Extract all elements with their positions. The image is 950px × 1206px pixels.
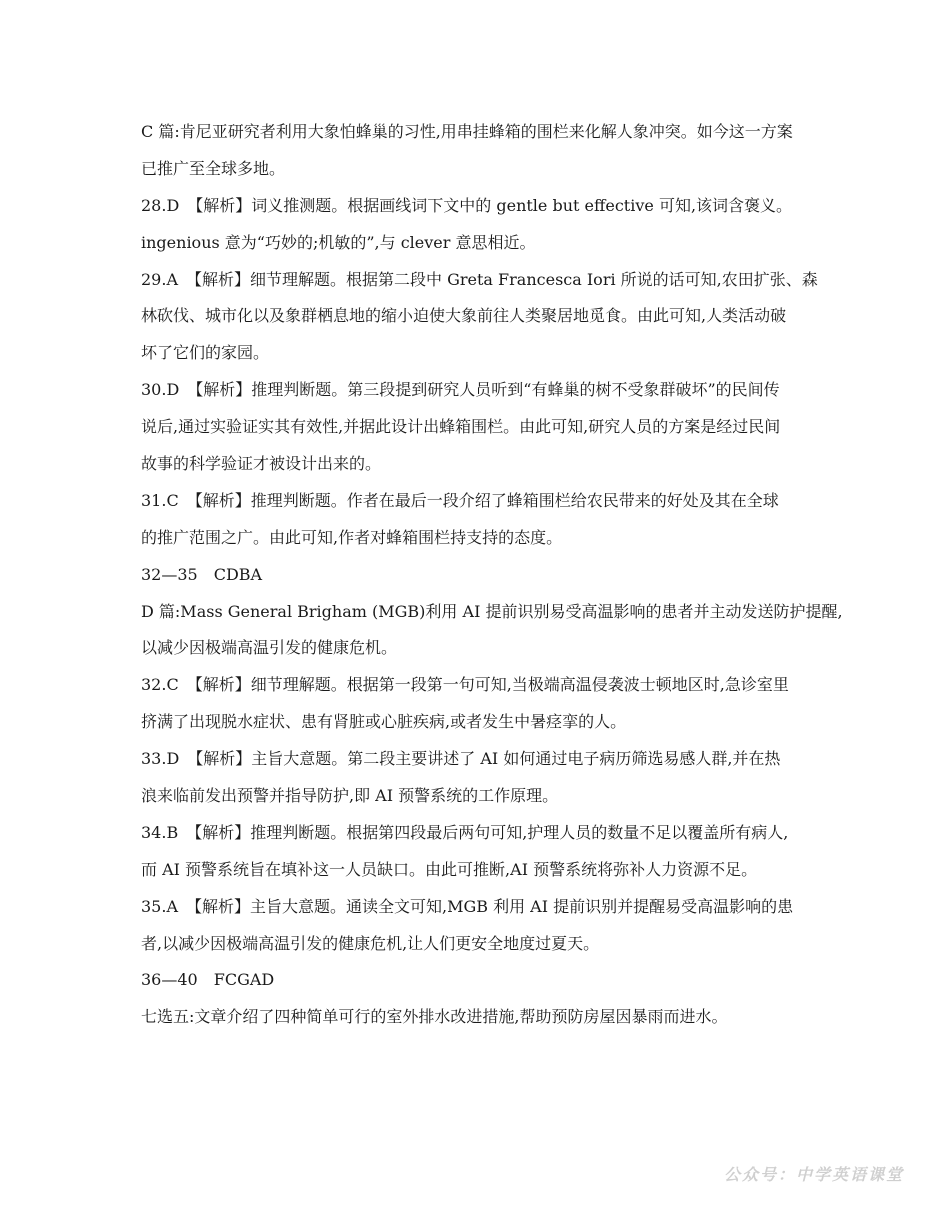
text-line: 的推广范围之广。由此可知,作者对蜂箱围栏持支持的态度。 (141, 527, 563, 547)
watermark: 公众号：中学英语课堂 (723, 1165, 904, 1184)
text-line: 33.D 【解析】主旨大意题。第二段主要讲述了 AI 如何通过电子病历筛选易感人群,并在热 (141, 749, 781, 769)
text-line: 挤满了出现脱水症状、患有肾脏或心脏疾病,或者发生中暑痉挛的人。 (141, 712, 627, 732)
text-line: 30.D 【解析】推理判断题。第三段提到研究人员听到“有蜂巢的树不受象群破坏”的民间传 (141, 380, 780, 400)
text-line: 28.D 【解析】词义推测题。根据画线词下文中的 gentle but effective 可知,该词含褒义。 (141, 195, 793, 215)
text-line: 而 AI 预警系统旨在填补这一人员缺口。由此可推断,AI 预警系统将弥补人力资源不足。 (141, 859, 758, 879)
text-line: 坏了它们的家园。 (141, 343, 270, 363)
text-line: 35.A 【解析】主旨大意题。通读全文可知,MGB 利用 AI 提前识别并提醒易受高温影响的患 (141, 896, 794, 916)
text-line: 者,以减少因极端高温引发的健康危机,让人们更安全地度过夏天。 (141, 933, 600, 953)
text-line: 31.C 【解析】推理判断题。作者在最后一段介绍了蜂箱围栏给农民带来的好处及其在全球 (141, 490, 779, 510)
text-line: D 篇:Mass General Brigham (MGB)利用 AI 提前识别易受高温影响的患者并主动发送防护提醒, (141, 601, 843, 621)
text-line: 浪来临前发出预警并指导防护,即 AI 预警系统的工作原理。 (141, 786, 559, 806)
text-line: C 篇:肯尼亚研究者利用大象怕蜂巢的习性,用串挂蜂箱的围栏来化解人象冲突。如今这一方案 (141, 122, 793, 141)
text-line: 36—40 FCGAD (141, 970, 275, 990)
text-line: ingenious 意为“巧妙的;机敏的”,与 clever 意思相近。 (141, 232, 536, 252)
text-line: 故事的科学验证才被设计出来的。 (141, 454, 382, 474)
text-line: 七选五:文章介绍了四种简单可行的室外排水改进措施,帮助预防房屋因暴雨而进水。 (141, 1007, 728, 1027)
text-line: 32.C 【解析】细节理解题。根据第一段第一句可知,当极端高温侵袭波士顿地区时,急诊室里 (141, 675, 789, 695)
text-line: 已推广至全球多地。 (141, 158, 286, 178)
text-line: 34.B 【解析】推理判断题。根据第四段最后两句可知,护理人员的数量不足以覆盖所有病人, (141, 822, 789, 842)
text-line: 32—35 CDBA (141, 564, 263, 584)
text-line: 林砍伐、城市化以及象群栖息地的缩小迫使大象前往人类聚居地觅食。由此可知,人类活动破 (141, 306, 787, 326)
text-line: 29.A 【解析】细节理解题。根据第二段中 Greta Francesca Iori 所说的话可知,农田扩张、森 (141, 269, 818, 289)
text-line: 以减少因极端高温引发的健康危机。 (141, 638, 398, 658)
answer-explanations (141, 119, 843, 1041)
text-line: 说后,通过实验证实其有效性,并据此设计出蜂箱围栏。由此可知,研究人员的方案是经过民间 (141, 417, 781, 437)
